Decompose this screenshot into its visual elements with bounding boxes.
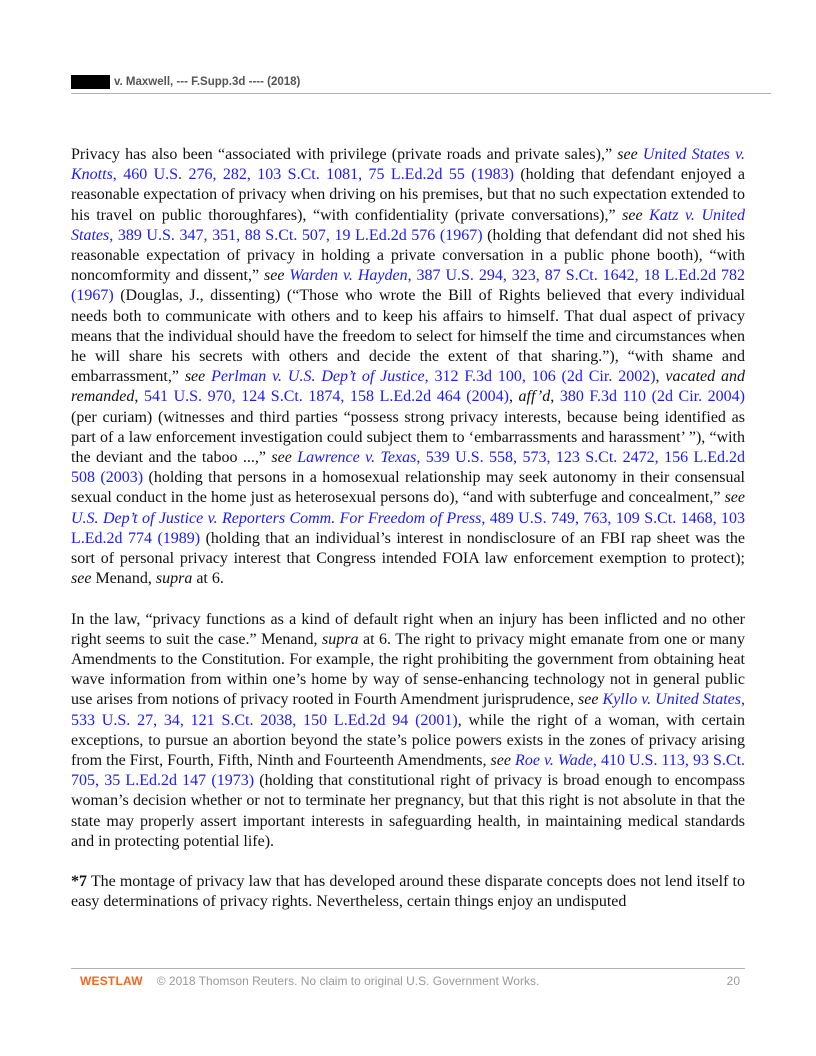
citation-link[interactable]: 380 F.3d 110 (2d Cir. 2004) [559,388,746,406]
citation-link[interactable]: , 387 U.S. 294, 323, 87 S.Ct. 1642, 18 L.Ed.2d 782 (1967) [71,267,746,305]
text-run: , [508,388,519,406]
citation-link[interactable]: , 539 U.S. 558, 573, 123 S.Ct. 2472, 156 L.Ed.2d 508 (2003) [71,449,746,487]
text-run: at 6. [192,570,224,588]
text-run: vacated and remanded [71,368,746,406]
westlaw-logo: WESTLAW [80,974,143,988]
citation-link[interactable]: , 533 U.S. 27, 34, 121 S.Ct. 2038, 150 L.Ed.2d 94 (2001) [71,691,746,729]
page-footer [80,974,740,988]
text-run: (Douglas, J., dissenting) (“Those who wrote the Bill of Rights believed that every individual needs both to communicate with others and to keep his affairs to himself. That dual aspect of privacy means that the individual should have the freedom to select for himself the time and circumstances when he will share his secrets with others and decide the extent of that sharing.”), “with shame and embarrassment,” [71,287,745,386]
citation-link[interactable]: Roe v. Wade [515,752,593,770]
citation-link[interactable]: Katz v. United States [71,206,746,244]
star-page-marker: *7 [71,873,87,891]
citation-link[interactable]: , 460 U.S. 276, 282, 103 S.Ct. 1081, 75 L.Ed.2d 55 (1983) [112,166,514,184]
citation-link[interactable]: U.S. Dep’t of Justice v. Reporters Comm. For Freedom of Press [71,509,482,527]
text-run: see [724,489,745,507]
citation-link[interactable]: Lawrence v. Texas [297,449,417,467]
text-run: see [617,146,638,163]
text-run: see [578,691,599,709]
redaction-block [71,75,110,89]
paragraph [71,610,745,852]
text-run: see [184,368,206,386]
text-run: see [264,267,285,285]
citation-link[interactable]: 541 U.S. 970, 124 S.Ct. 1874, 158 L.Ed.2d 464 (2004) [143,388,509,406]
paragraph [71,872,745,912]
copyright-notice: © 2018 Thomson Reuters. No claim to original U.S. Government Works. [156,974,540,988]
paragraph [71,145,745,589]
citation-link[interactable]: , 389 U.S. 347, 351, 88 S.Ct. 507, 19 L.Ed.2d 576 (1967) [109,226,483,244]
page-number: 20 [726,974,740,988]
citation-link[interactable]: United States v. Knotts [71,146,746,184]
citation-link[interactable]: , 489 U.S. 749, 763, 109 S.Ct. 1468, 103 L.Ed.2d 774 (1989) [71,509,746,547]
text-run: , [134,388,144,406]
header-divider [71,93,771,94]
text-run: (holding that an individual’s interest in nondisclosure of an FBI rap sheet was the sort of personal privacy interest that Congress intended FOIA law enforcement exemption to protect); [71,529,746,568]
text-run: see [490,752,511,770]
text-run: see [71,570,92,588]
text-run: (holding that persons in a homosexual relationship may seek autonomy in their consensual sexual conduct in the home just as heterosexual persons do), “and with subterfuge and concealment,” [71,469,745,507]
text-run: (holding that defendant enjoyed a reasonable expectation of privacy when driving on his premises, but that no such expectation extended to his travel on public thoroughfares), “with confidentiality (private conversations),” [71,166,746,224]
footer-divider [71,968,745,969]
text-run: supra [155,570,193,588]
text-run: In the law, “privacy functions as a kind of default right when an injury has been inflicted and no other right seems to suit the case.” Menand, [71,610,745,648]
text-run: Privacy has also been “associated with privilege (private roads and private sales),” [71,146,618,163]
header-citation: v. Maxwell, --- F.Supp.3d ---- (2018) [114,76,301,88]
citation-link[interactable]: Kyllo v. United States [602,691,742,709]
text-run: aff’d [518,388,551,406]
text-run: , [655,368,666,386]
citation-link[interactable]: , 410 U.S. 113, 93 S.Ct. 705, 35 L.Ed.2d 147 (1973) [71,752,746,790]
text-run: (holding that constitutional right of privacy is broad enough to encompass woman’s decision whether or not to terminate her pregnancy, but that this right is not absolute in that the state may properly assert important interests in safeguarding health, in maintaining medical standards and in protecting potential life). [71,772,746,850]
citation-link[interactable]: Warden v. Hayden [289,267,408,285]
text-run: at 6. The right to privacy might emanate from one or many Amendments to the Constitution. For example, the right prohibiting the government from obtaining heat wave information from within one’s home by way of sense-enhancing technology not in general public use arises from notions of privacy rooted in Fourth Amendment jurisprudence, [71,630,745,709]
text-run: Menand, [91,570,156,588]
text-run: , [550,388,560,406]
text-run: (per curiam) (witnesses and third parties “possess strong privacy interests, because being identified as part of a law enforcement investigation could subject them to ‘embarrassments and harassment’ ”), “with the deviant and the taboo ...,” [71,408,745,467]
text-run: supra [322,630,359,648]
text-run: see [271,449,292,467]
document-body [71,145,745,933]
text-run: The montage of privacy law that has developed around these disparate concepts does not lend itself to easy determinations of privacy rights. Nevertheless, certain things enjoy an undisputed [71,873,745,911]
running-header [71,75,771,89]
text-run: (holding that defendant did not shed his reasonable expectation of privacy in holding a private conversation in a public phone booth), “with noncomformity and dissent,” [71,226,746,285]
text-run: , while the right of a woman, with certain exceptions, to pursue an abortion beyond the state’s police powers exists in the zones of privacy arising from the First, Fourth, Fifth, Ninth and Fourteenth Amendments, [71,711,746,770]
text-run: see [622,206,643,224]
citation-link[interactable]: , 312 F.3d 100, 106 (2d Cir. 2002) [424,368,656,386]
citation-link[interactable]: Perlman v. U.S. Dep’t of Justice [211,368,425,386]
